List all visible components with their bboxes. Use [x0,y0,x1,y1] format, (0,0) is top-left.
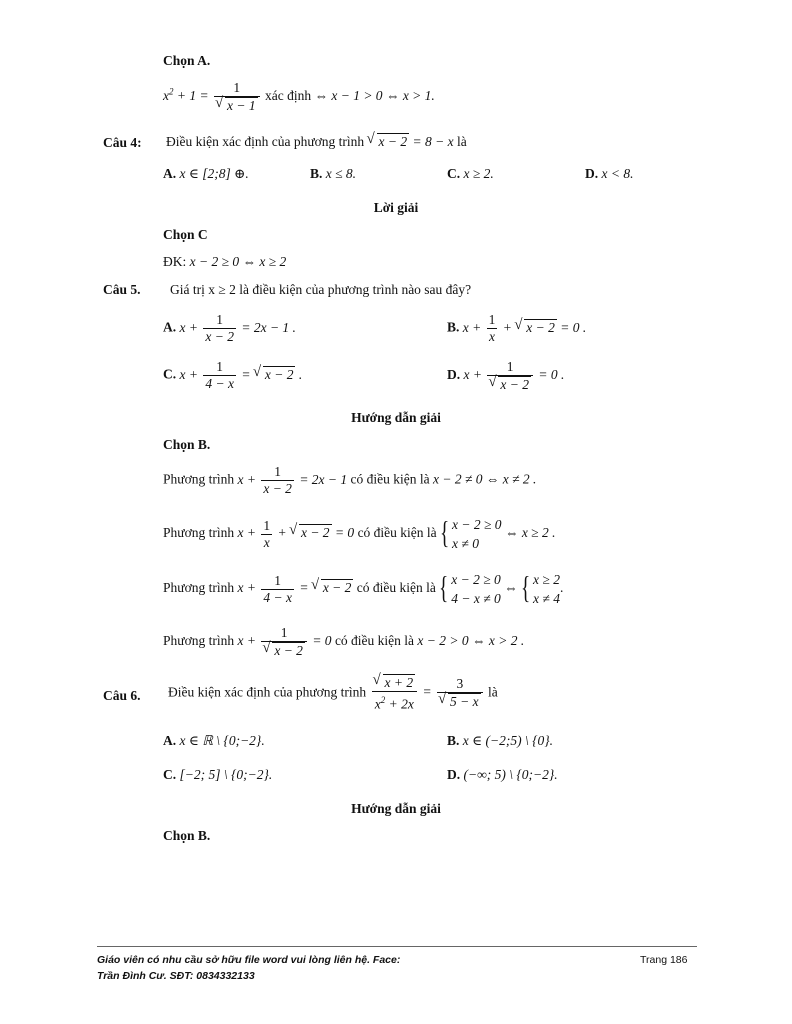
q5-solution-line-4: Phương trình x + 1 √ x − 2 = 0 có điều kiện là x − 2 > 0 ⇔ x > 2 . [163,625,524,659]
q5-solution-line-2: Phương trình x + $\frac{1}{x}$ + √ x − 2 = 0 có điều kiện là { x − 2 ≥ 0 x ≠ 0 ⇔ x ≥ 2 . [163,515,555,553]
q5-option-d[interactable]: D. x + 1 √ x − 2 = 0 . [447,359,564,393]
footer-contact-line-2: Trần Đình Cư. SĐT: 0834332133 [97,970,255,982]
q5-answer: Chọn B. [163,437,211,452]
q5-label: Câu 5. [103,282,141,297]
q4-label: Câu 4: [103,135,142,150]
q3-iff1: x − 1 > 0 [331,88,383,104]
page-number: Trang 186 [640,954,688,966]
q5-option-a[interactable]: A. x + $\frac{1}{x - 2}$ = 2x − 1 . [163,312,296,344]
q4-solution-heading: Lời giải [373,200,419,215]
q6-answer: Chọn B. [163,828,211,843]
q5-solution-heading: Hướng dẫn giải [351,410,441,425]
q4-option-c[interactable]: C. x ≥ 2. [447,166,494,181]
footer-contact-line-1: Giáo viên có nhu cầu sở hữu file word vui lòng liên hệ. Face: [97,954,401,966]
q3-answer: Chọn A. [163,53,211,68]
q4-answer: Chọn C [163,227,208,242]
q4-condition: ĐK: x − 2 ≥ 0 ⇔ x ≥ 2 [163,254,287,269]
q3-solution: $x^2 + 1$ = 1 √ x − 1 xác định ⇔ x − 1 > 0 ⇔ x > 1. [163,80,435,114]
q6-label: Câu 6. [103,688,141,703]
q5-solution-line-3: Phương trình x + $\frac{1}{4 - x}$ = √ x − 2 có điều kiện là { x − 2 ≥ 0 4 − x ≠ 0 ⇔ { x ≥ 2 x ≠ 4 . [163,570,563,608]
q6-prompt: Điều kiện xác định của phương trình √ $\frac{x + 2}{x^2 + 2x}$ = 3 √ 5 − x là [168,674,498,713]
q3-iff2: x > 1. [402,88,435,104]
q4-prompt: Điều kiện xác định của phương trình √ x − 2 = 8 − x là [166,133,467,150]
q6-solution-heading: Hướng dẫn giải [351,801,441,816]
q6-option-c[interactable]: C. [−2; 5] \ {0;−2}. [163,767,273,782]
q4-option-b[interactable]: B. x ≤ 8. [310,166,357,181]
q5-option-c[interactable]: C. x + $\frac{1}{4 - x}$ = √ x − 2 . [163,359,302,392]
q6-option-a[interactable]: A. x ∈ ℝ \ {0;−2}. [163,733,265,748]
q5-prompt: Giá trị x ≥ 2 là điều kiện của phương trình nào sau đây? [170,282,472,297]
q6-option-b[interactable]: B. x ∈ (−2;5) \ {0}. [447,733,554,748]
q6-option-d[interactable]: D. (−∞; 5) \ {0;−2}. [447,767,558,782]
q4-option-d[interactable]: D. x < 8. [585,166,634,181]
q3-text-defined: xác định [264,88,312,104]
q5-option-b[interactable]: B. x + $\frac{1}{x}$ + √ x − 2 = 0 . [447,312,586,345]
q5-solution-line-1: Phương trình x + $\frac{1}{x - 2}$ = 2x − 1 có điều kiện là x − 2 ≠ 0 ⇔ x ≠ 2 . [163,464,537,496]
q4-option-a[interactable]: A. x ∈ [2;8] ⊕. [163,166,249,181]
footer-divider [97,946,697,947]
